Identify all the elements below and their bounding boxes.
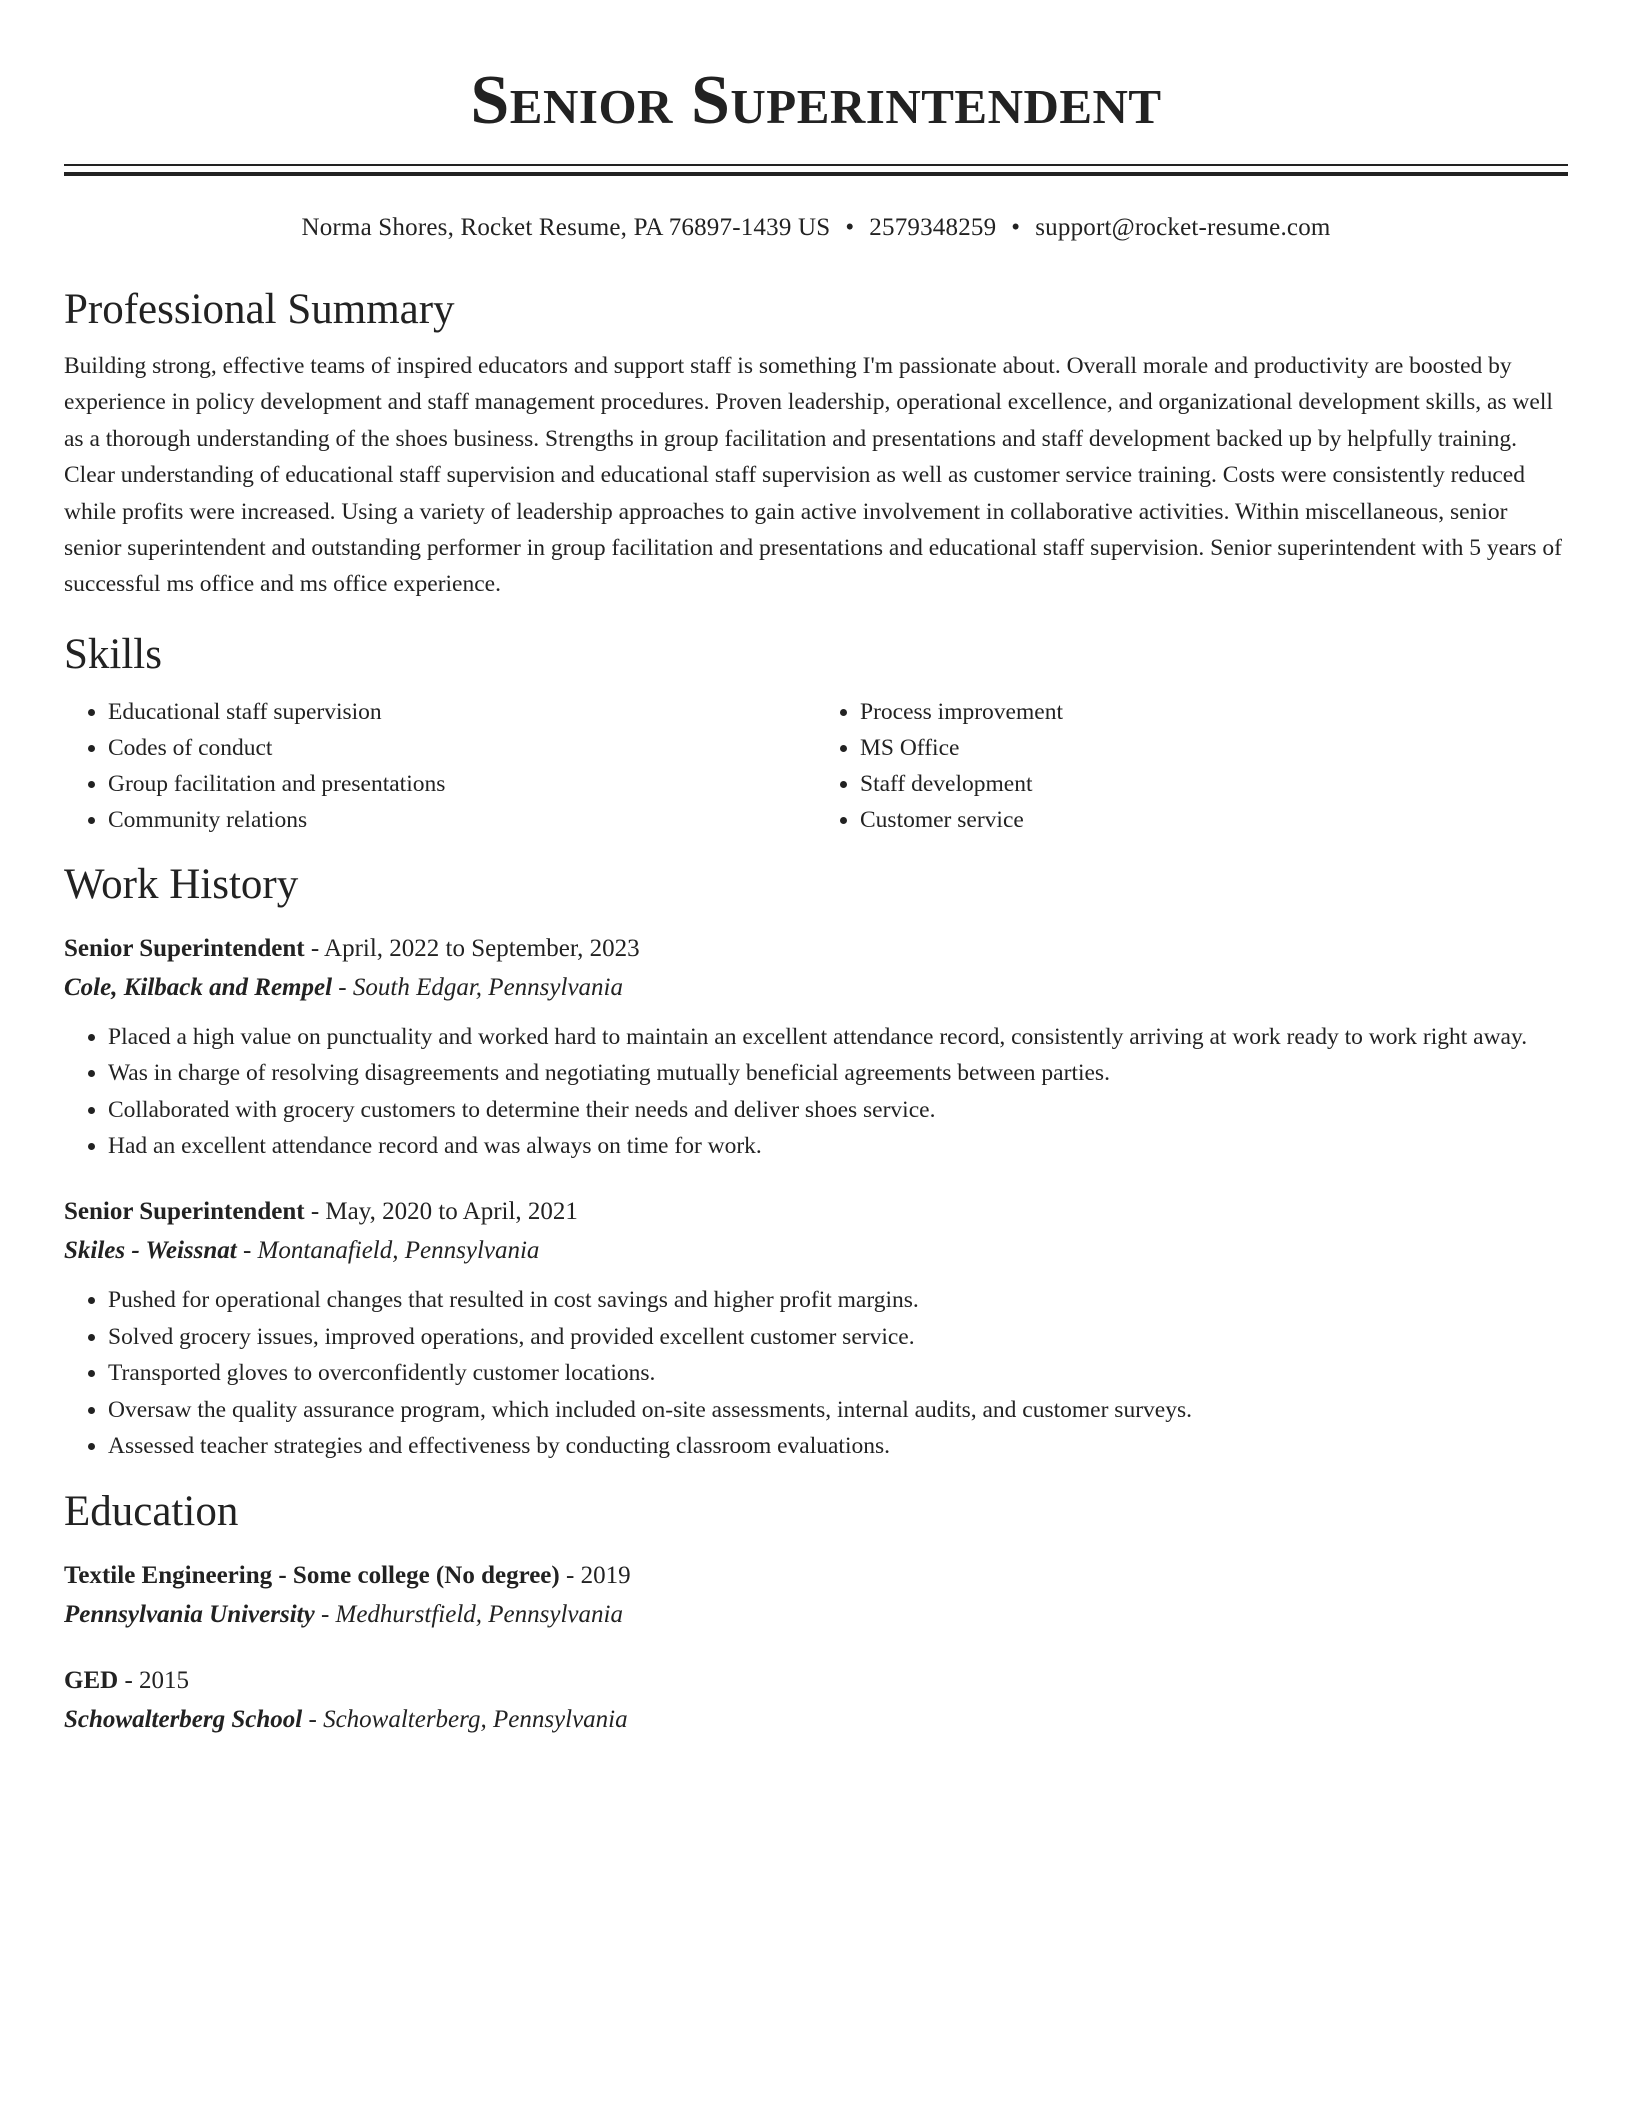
contact-separator: •: [845, 214, 855, 241]
company-line: Skiles - Weissnat - Montanafield, Pennsylvania: [64, 1237, 540, 1265]
job-bullet: • Oversaw the quality assurance program, which included on-site assessments, internal audits, and customer surveys.: [108, 1392, 1568, 1428]
degree-year: 2019: [580, 1561, 631, 1589]
education-entry: [64, 1663, 1568, 1738]
skills-grid: [64, 694, 1568, 838]
resume-title: Senior Superintendent: [470, 62, 1162, 139]
skill-item: • Community relations: [108, 802, 816, 838]
skill-item: • Customer service: [860, 802, 1568, 838]
company-location: Montanafield, Pennsylvania: [257, 1237, 540, 1265]
school-location: Schowalterberg, Pennsylvania: [323, 1705, 628, 1733]
company-name: Cole, Kilback and Rempel: [64, 973, 333, 1001]
school-name: Pennsylvania University: [64, 1600, 315, 1628]
title-rule-thin: [64, 164, 1568, 166]
job-title-line: Senior Superintendent - May, 2020 to April, 2021: [64, 1198, 578, 1226]
skill-item: • Educational staff supervision: [108, 694, 816, 730]
contact-separator: •: [1011, 214, 1021, 241]
degree-year: 2015: [139, 1666, 190, 1694]
job-entry: [64, 1194, 1568, 1464]
work-history-section: [64, 859, 1568, 1465]
job-bullets: [64, 1282, 1568, 1464]
contact-phone: 2579348259: [869, 214, 997, 241]
degree-name: GED: [64, 1666, 119, 1694]
education-spacer: [64, 1633, 1568, 1663]
job-bullet: • Assessed teacher strategies and effectiveness by conducting classroom evaluations.: [108, 1428, 1568, 1464]
school-line: Pennsylvania University - Medhurstfield, Pennsylvania: [64, 1600, 623, 1628]
degree-line: Textile Engineering - Some college (No degree) - 2019: [64, 1561, 631, 1589]
job-bullet: • Was in charge of resolving disagreements and negotiating mutually beneficial agreements between parties.: [108, 1055, 1568, 1091]
job-title-line: Senior Superintendent - April, 2022 to September, 2023: [64, 934, 640, 962]
skills-list-left: [64, 694, 816, 838]
job-entry: [64, 931, 1568, 1165]
skills-section: [64, 629, 1568, 838]
skill-item: • Group facilitation and presentations: [108, 766, 816, 802]
company-line: Cole, Kilback and Rempel - South Edgar, Pennsylvania: [64, 973, 623, 1001]
skills-list-right: [816, 694, 1568, 838]
skill-item: • Process improvement: [860, 694, 1568, 730]
job-title: Senior Superintendent: [64, 1198, 305, 1226]
summary-heading: Professional Summary: [64, 286, 455, 333]
job-bullet: • Transported gloves to overconfidently customer locations.: [108, 1355, 1568, 1391]
contact-address: Norma Shores, Rocket Resume, PA 76897-1439 US: [301, 214, 831, 241]
job-dates: May, 2020 to April, 2021: [325, 1198, 578, 1226]
school-location: Medhurstfield, Pennsylvania: [335, 1600, 623, 1628]
job-title: Senior Superintendent: [64, 934, 305, 962]
title-rule-thick: [64, 172, 1568, 176]
school-name: Schowalterberg School: [64, 1705, 303, 1733]
school-line: Schowalterberg School - Schowalterberg, Pennsylvania: [64, 1705, 628, 1733]
education-heading: Education: [64, 1487, 239, 1535]
job-bullets: [64, 1019, 1568, 1165]
skill-item: • Staff development: [860, 766, 1568, 802]
job-dates: April, 2022 to September, 2023: [324, 934, 640, 962]
job-bullet: • Collaborated with grocery customers to determine their needs and deliver shoes service.: [108, 1092, 1568, 1128]
education-section: [64, 1486, 1568, 1738]
job-bullet: • Had an excellent attendance record and was always on time for work.: [108, 1128, 1568, 1164]
degree-line: GED - 2015: [64, 1666, 190, 1694]
job-bullet: • Placed a high value on punctuality and worked hard to maintain an excellent attendance record, consistently arriving at work ready to work right away.: [108, 1019, 1568, 1055]
company-location: South Edgar, Pennsylvania: [352, 973, 623, 1001]
work-history-heading: Work History: [64, 860, 299, 908]
summary-text: Building strong, effective teams of inspired educators and support staff is something I'm passionate about. Overall morale and productivity are boosted by experience in policy development and staff management procedures. Proven leadership, operational excellence, and organizational development skills, as well as a thorough understanding of the shoes business. Strengths in group facilitation and presentations and staff development backed up by helpfully training. Clear understanding of educational staff supervision and educational staff supervision as well as customer service training. Costs were consistently reduced while profits were increased. Using a variety of leadership approaches to gain active involvement in collaborative activities. Within miscellaneous, senior senior superintendent and outstanding performer in group facilitation and presentations and educational staff supervision. Senior superintendent with 5 years of successful ms office and ms office experience.: [64, 353, 1562, 598]
degree-name: Textile Engineering - Some college (No degree): [64, 1561, 560, 1589]
skill-item: • Codes of conduct: [108, 730, 816, 766]
company-name: Skiles - Weissnat: [64, 1237, 237, 1265]
skills-heading: Skills: [64, 630, 162, 678]
contact-email: support@rocket-resume.com: [1035, 214, 1331, 241]
job-bullet: • Solved grocery issues, improved operations, and provided excellent customer service.: [108, 1319, 1568, 1355]
contact-line: [64, 212, 1568, 244]
job-bullet: • Pushed for operational changes that resulted in cost savings and higher profit margins.: [108, 1282, 1568, 1318]
summary-section: [64, 284, 1568, 603]
job-spacer: [64, 1164, 1568, 1194]
education-entry: [64, 1558, 1568, 1633]
skill-item: • MS Office: [860, 730, 1568, 766]
